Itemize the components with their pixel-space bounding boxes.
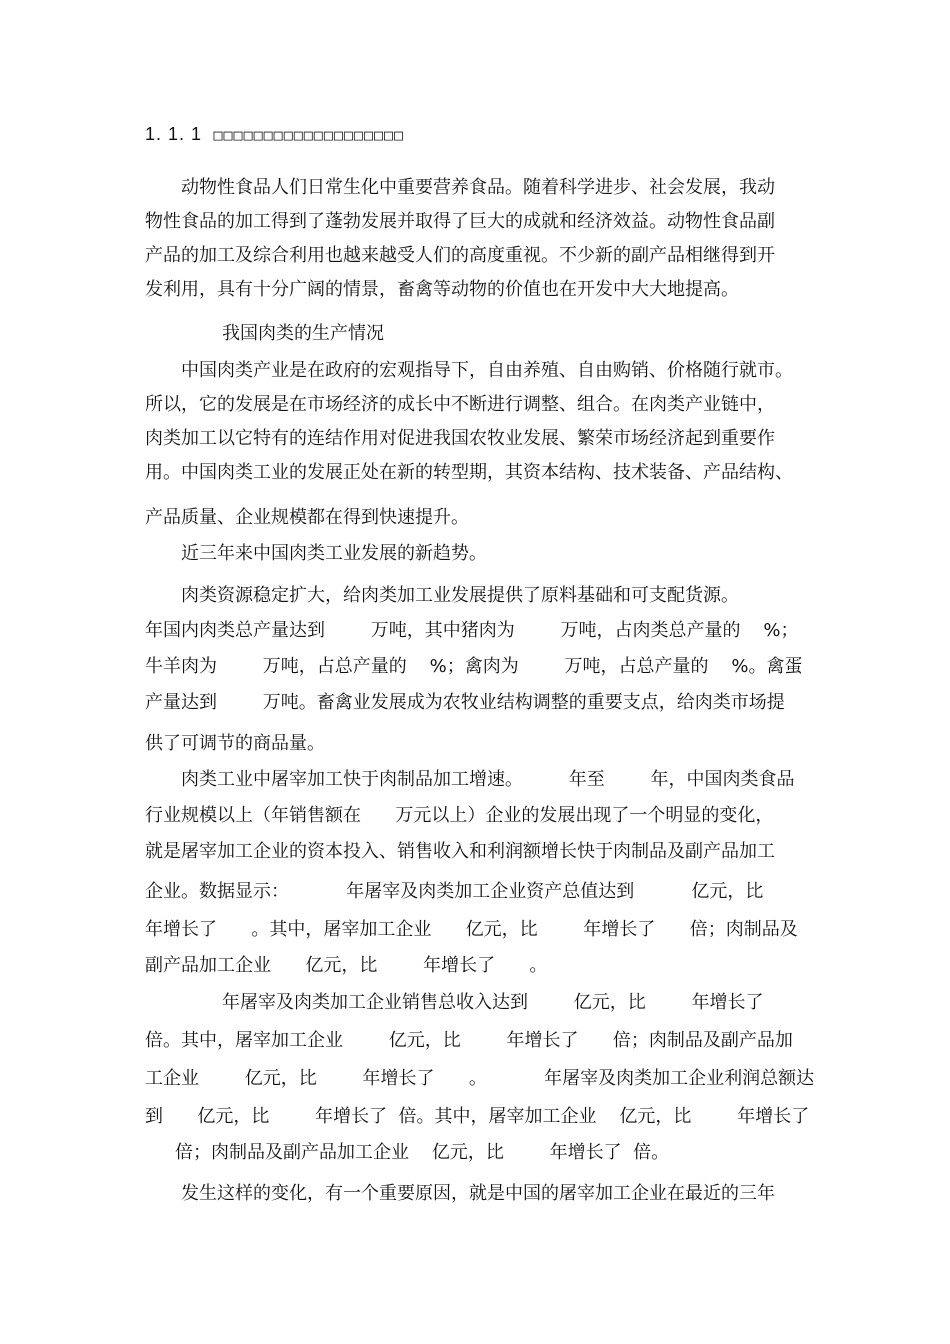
body-line: 就是屠宰加工企业的资本投入、销售收入和利润额增长快于肉制品及副产品加工	[145, 841, 775, 862]
subheading: 我国肉类的生产情况	[222, 323, 384, 344]
body-line: 中国肉类产业是在政府的宏观指导下，自由养殖、自由购销、价格随行就市。	[181, 360, 793, 381]
body-line: 用。中国肉类工业的发展正处在新的转型期，其资本结构、技术装备、产品结构、	[145, 462, 793, 483]
body-line: 物性食品的加工得到了蓬勃发展并取得了巨大的成就和经济效益。动物性食品副	[145, 211, 775, 232]
body-line: 行业规模以上（年销售额在 万元以上）企业的发展出现了一个明显的变化，	[145, 805, 774, 826]
section-number: 1. 1. 1	[145, 124, 203, 144]
section-heading	[145, 121, 404, 148]
body-line: 年增长了 。其中，屠宰加工企业 亿元，比 年增长了 倍；肉制品及	[145, 919, 798, 940]
body-line: 倍；肉制品及副产品加工企业 亿元，比 年增长了 倍。	[175, 1142, 670, 1163]
body-line: 年屠宰及肉类加工企业销售总收入达到 亿元，比 年增长了	[222, 992, 764, 1013]
body-line: 倍。其中，屠宰加工企业 亿元，比 年增长了 倍；肉制品及副产品加	[145, 1030, 793, 1051]
body-line: 所以，它的发展是在市场经济的成长中不断进行调整、组合。在肉类产业链中，	[145, 394, 775, 415]
body-line: 副产品加工企业 亿元，比 年增长了 。	[145, 955, 548, 976]
body-line: 肉类工业中屠宰加工快于肉制品加工增速。 年至 年，中国肉类食品	[181, 769, 795, 790]
body-line: 供了可调节的商品量。	[145, 733, 325, 754]
body-line: 产品质量、企业规模都在得到快速提升。	[145, 507, 469, 528]
body-line: 动物性食品人们日常生化中重要营养食品。随着科学进步、社会发展，我动	[181, 177, 775, 198]
body-line: 产量达到 万吨。畜禽业发展成为农牧业结构调整的重要支点，给肉类市场提	[145, 692, 785, 713]
body-line: 工企业 亿元，比 年增长了 。 年屠宰及肉类加工企业利润总额达	[145, 1068, 815, 1089]
body-line: 近三年来中国肉类工业发展的新趋势。	[181, 543, 487, 564]
body-line: 产品的加工及综合利用也越来越受人们的高度重视。不少新的副产品相继得到开	[145, 245, 775, 266]
body-line: 企业。数据显示： 年屠宰及肉类加工企业资产总值达到 亿元，比	[145, 881, 764, 902]
body-line: 到 亿元，比 年增长了 倍。其中，屠宰加工企业 亿元，比 年增长了	[145, 1106, 810, 1127]
section-title: □□□□□□□□□□□□□□□□□□□	[213, 126, 405, 144]
body-line: 发生这样的变化，有一个重要原因，就是中国的屠宰加工企业在最近的三年	[181, 1183, 775, 1204]
body-line: 牛羊肉为 万吨，占总产量的 %；禽肉为 万吨，占总产量的 %。禽蛋	[145, 656, 803, 677]
body-line: 肉类加工以它特有的连结作用对促进我国农牧业发展、繁荣市场经济起到重要作	[145, 428, 775, 449]
body-line: 年国内肉类总产量达到 万吨，其中猪肉为 万吨，占肉类总产量的 %；	[145, 620, 799, 641]
body-line: 发利用，具有十分广阔的情景，畜禽等动物的价值也在开发中大大地提高。	[145, 279, 739, 300]
body-line: 肉类资源稳定扩大，给肉类加工业发展提供了原料基础和可支配货源。	[181, 585, 739, 606]
